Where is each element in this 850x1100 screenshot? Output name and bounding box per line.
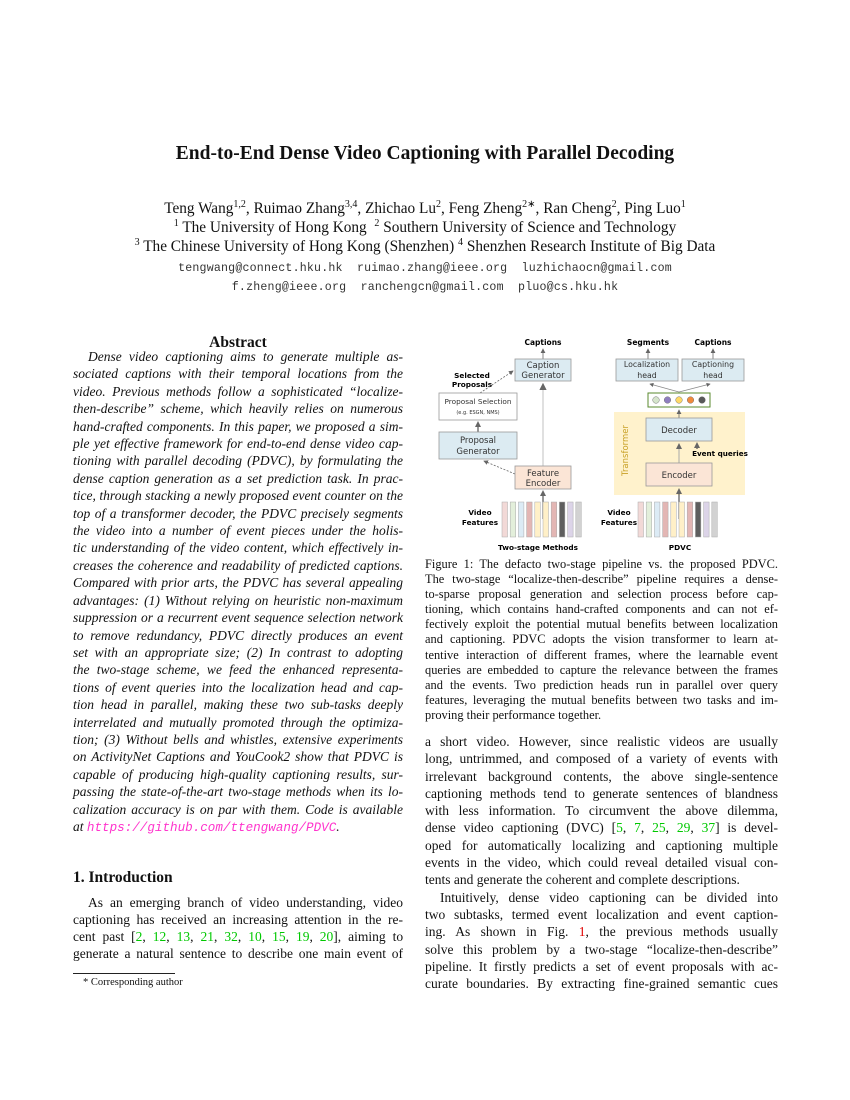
text-line: creases the coherence and readability of predicted captions. [73, 557, 403, 573]
text-line: captioning methods tend to generate sentences of blandness [425, 785, 778, 801]
text-line: Dense video captioning aims to generate multiple as- [88, 349, 403, 364]
text-line: hand-crafted components. In this paper, we proposed a sim- [73, 418, 403, 434]
affiliations-line-2: $^3$ The Chinese University of Hong Kong (Shenzhen) $^4$ Shenzhen Research Institute of Big Data [134, 236, 716, 255]
text-line: Intuitively, dense video captioning can be divided into [440, 890, 778, 905]
video-feature-bar [535, 502, 541, 537]
video-feature-bar [704, 502, 710, 537]
citation-link[interactable]: 19 [295, 929, 310, 944]
author: Feng Zheng$^{2∗}$ [448, 198, 536, 217]
citation-link[interactable]: 32 [224, 929, 238, 944]
text-line: sociated captions with their temporal locations from the [73, 366, 403, 382]
emails-line-1: tengwang@connect.hku.hk ruimao.zhang@ieee.org luzhichaocn@gmail.com [178, 262, 672, 275]
text-line: tic understanding of the video content, which effectively in- [73, 540, 403, 556]
text-line: with less information. To circumvent the above dilemma, [425, 803, 778, 818]
text-line: tion head in parallel, making these two sub-tasks deeply [73, 697, 403, 713]
video-feature-bar [568, 502, 574, 537]
text-line: curate boundaries. By extracting fine-grained semantic cues [425, 976, 778, 992]
svg-text:Proposal: Proposal [459, 436, 497, 446]
text-line: tioning, which contains hand-crafted components and can not ef- [425, 602, 778, 617]
text-segment: , [166, 929, 177, 944]
left-video-feature-bars [502, 502, 581, 537]
text-line: on ActivityNet Captions and YouCook2 show that PDVC is [73, 749, 403, 765]
text-line: to-sparse proposal generation and selection process before cap- [425, 587, 778, 602]
video-feature-bar [510, 502, 516, 537]
svg-text:Proposal Selection: Proposal Selection [444, 397, 512, 406]
text-line: then-describe” scheme, which heavily relies on numerous [73, 401, 403, 417]
video-feature-bar [712, 502, 718, 537]
citation-link[interactable]: 5 [616, 820, 623, 836]
figure-1-diagram [430, 330, 760, 555]
text-line: generate a natural sentence to describe one main event of [73, 946, 403, 961]
text-segment: , [690, 820, 702, 836]
text-segment: , [622, 820, 635, 836]
text-segment: , [237, 929, 249, 944]
citation-link[interactable]: 37 [701, 820, 716, 836]
introduction-text [73, 894, 403, 962]
text-segment: , the previous methods usually [585, 924, 778, 940]
text-line: dense caption generation as a set prediction task. In prac- [73, 470, 403, 486]
video-feature-bar [638, 502, 644, 537]
text-line: tion; (3) Without bells and whistles, extensive experiments [73, 731, 403, 747]
text-line: tentive interaction of different frames, where the learnable event [425, 647, 778, 662]
text-segment: ] is devel- [715, 820, 779, 836]
figure-ref-link[interactable]: 1 [578, 924, 586, 940]
transformer-label: Transformer [621, 424, 631, 476]
svg-text:Generator: Generator [456, 447, 500, 457]
abstract-text [73, 348, 403, 837]
svg-text:Features: Features [461, 518, 499, 527]
text-line: passing the state-of-the-art two-stage methods when its lo- [73, 784, 403, 800]
svg-text:Caption: Caption [526, 361, 560, 371]
text-segment: , [214, 929, 225, 944]
event-query-dot [687, 397, 694, 404]
event-query-dot [676, 397, 683, 404]
text-line: features, leveraging the mutual benefits between two tasks and im- [425, 692, 778, 707]
svg-text:Encoder: Encoder [525, 479, 561, 489]
pdvc-label: PDVC [668, 543, 692, 552]
citation-link[interactable]: 7 [634, 820, 641, 836]
text-line: capable of producing high-quality captioning results, sur- [73, 766, 403, 782]
segments-label: Segments [626, 338, 670, 347]
author-list: Teng Wang$^{1,2}$, Ruimao Zhang$^{3,4}$, Zhichao Lu$^2$, Feng Zheng$^{2∗}$, Ran Cheng$^2$, Ping Luo$^1$ [164, 198, 686, 217]
citation-link[interactable]: 2 [135, 929, 143, 944]
footnote-rule [73, 973, 175, 974]
text-line: calization accuracy is on par with them. Code is available [73, 801, 403, 817]
event-query-dot [699, 397, 706, 404]
introduction-paragraph-2 [425, 889, 778, 992]
video-feature-bar [654, 502, 660, 537]
text-line: tice, through stacking a newly proposed event counter on the [73, 488, 403, 504]
text-segment: ing. As shown in Fig. [425, 924, 579, 940]
citation-link[interactable]: 15 [272, 929, 286, 944]
abstract-heading: Abstract [209, 334, 267, 351]
emails-line-2: f.zheng@ieee.org ranchengcn@gmail.com pluo@cs.hku.hk [231, 281, 619, 294]
svg-text:Localization: Localization [623, 360, 671, 369]
citation-link[interactable]: 21 [200, 929, 214, 944]
text-line: irrelevant background contents, the above single-sentence [425, 768, 778, 784]
text-line: The two-stage “localize-then-describe” pipeline requires a dense- [425, 572, 778, 587]
text-line: tions of event queries into the localization head and cap- [73, 679, 403, 695]
text-line: Compared with prior arts, the PDVC has several appealing [73, 575, 403, 591]
text-line [425, 819, 778, 836]
text-line: solve this problem by a two-stage “localize-then-describe” [425, 941, 778, 957]
text-segment: , [665, 820, 677, 836]
svg-text:head: head [703, 371, 723, 380]
text-segment: , [261, 929, 273, 944]
text-line: to remove redundancy, PDVC directly produces an event [73, 627, 403, 643]
citation-link[interactable]: 25 [652, 820, 666, 836]
text-segment: ], aiming to [333, 929, 404, 944]
citation-link[interactable]: 20 [319, 929, 334, 944]
right-video-features-label: Video [607, 508, 631, 517]
citation-link[interactable]: 12 [152, 929, 167, 944]
author: Ping Luo$^1$ [624, 198, 686, 217]
code-link[interactable]: https://github.com/ttengwang/PDVC [86, 820, 337, 835]
author: Teng Wang$^{1,2}$ [164, 198, 246, 217]
selected-proposals-label: Selected [454, 371, 490, 380]
text-line: the video into a number of event pieces under the holis- [73, 523, 403, 539]
text-line: As an emerging branch of video understanding, video [88, 895, 403, 910]
video-feature-bar [663, 502, 669, 537]
svg-text:Captioning: Captioning [691, 360, 735, 369]
right-captions-label: Captions [694, 338, 732, 347]
text-line: captioning has received an increasing attention in the re- [73, 912, 403, 927]
event-query-dot [664, 397, 671, 404]
text-segment: , [640, 820, 653, 836]
text-segment: , [190, 929, 201, 944]
video-feature-bar [502, 502, 508, 537]
svg-text:Feature: Feature [526, 469, 560, 479]
text-line: top of a transformer decoder, the PDVC precisely segments [73, 505, 403, 521]
video-feature-bar [551, 502, 557, 537]
author: Ran Cheng$^2$ [543, 198, 617, 217]
text-line: proving their performance together. [425, 707, 602, 722]
text-line [425, 923, 778, 940]
citation-link[interactable]: 29 [676, 820, 691, 836]
affiliations-line-1: $^1$ The University of Hong Kong $^2$ Southern University of Science and Technology [173, 217, 677, 236]
text-line [73, 928, 403, 945]
text-line: Figure 1: The defacto two-stage pipeline vs. the proposed PDVC. [425, 557, 778, 571]
text-line: fectively exploit the potential mutual benefits between localization [425, 617, 778, 632]
text-line: long, untrimmed, and composed of a variety of events with [425, 751, 778, 767]
section-heading-introduction: 1. Introduction [73, 869, 173, 886]
text-line: queries are embedded to capture the relevance between the frames [425, 662, 778, 677]
citation-link[interactable]: 10 [248, 929, 262, 944]
text-line: events in the video, which could reveal detailed visual con- [425, 854, 778, 870]
text-line: tioning with parallel decoding (PDVC), by formulating the [73, 453, 403, 469]
video-feature-bar [543, 502, 549, 537]
video-feature-bar [646, 502, 652, 537]
text-line: ple yet effective framework for end-to-end dense video cap- [73, 436, 403, 452]
text-line [73, 818, 403, 837]
event-queries-label: Event queries [692, 449, 748, 458]
svg-text:Features: Features [600, 518, 638, 527]
text-segment: , [285, 929, 296, 944]
text-line: the two-stage scheme, we feed the enhanced representa- [73, 662, 403, 678]
citation-link[interactable]: 13 [176, 929, 191, 944]
left-video-features-label: Video [468, 508, 492, 517]
svg-text:Encoder: Encoder [661, 471, 697, 481]
text-line: video. Previous methods follow a sophisticated “localize- [73, 383, 403, 399]
text-line: oped for automatically localizing and captioning multiple [425, 837, 778, 853]
video-feature-bar [559, 502, 565, 537]
svg-text:Proposals: Proposals [451, 380, 493, 389]
svg-text:(e.g. ESGN, NMS): (e.g. ESGN, NMS) [456, 410, 500, 416]
text-line: and captioning. PDVC adopts the vision transformer to learn at- [425, 632, 778, 647]
introduction-text-continued [425, 733, 778, 888]
text-segment: . [336, 818, 340, 834]
text-segment: dense video captioning (DVC) [ [425, 820, 617, 836]
text-segment: at [73, 818, 87, 834]
text-line: set with an appropriate size; (2) In contrast to adopting [73, 644, 403, 660]
text-line: pipeline. It firstly predicts a set of event proposals with ac- [425, 958, 778, 974]
author: Zhichao Lu$^2$ [365, 198, 441, 217]
right-video-feature-bars [638, 502, 717, 537]
svg-text:Decoder: Decoder [661, 426, 697, 436]
text-segment: , [142, 929, 153, 944]
text-line: advantages: (1) Without relying on heuristic non-maximum [73, 592, 403, 608]
text-segment: cent past [ [73, 929, 136, 944]
video-feature-bar [671, 502, 677, 537]
svg-text:head: head [637, 371, 657, 380]
text-line: suppression or a recurrent event sequence selection network [73, 610, 403, 626]
figure-1-caption [425, 557, 778, 723]
text-line: tents and generate the coherent and complete descriptions. [425, 872, 740, 887]
video-feature-bar [687, 502, 693, 537]
left-captions-label: Captions [524, 338, 562, 347]
video-feature-bar [527, 502, 533, 537]
text-line: and the events. Two prediction heads run in parallel over query [425, 677, 778, 692]
paper-title: End-to-End Dense Video Captioning with Parallel Decoding [175, 143, 675, 164]
svg-text:Generator: Generator [521, 371, 565, 381]
two-stage-methods-label: Two-stage Methods [498, 543, 578, 552]
video-feature-bar [695, 502, 701, 537]
author: Ruimao Zhang$^{3,4}$ [253, 198, 358, 217]
video-feature-bar [518, 502, 524, 537]
text-line: two subtasks, termed event localization and event caption- [425, 907, 778, 923]
text-segment: , [309, 929, 320, 944]
video-feature-bar [679, 502, 685, 537]
video-feature-bar [576, 502, 582, 537]
event-query-dot [653, 397, 660, 404]
text-line: a short video. However, since realistic videos are usually [425, 734, 778, 749]
text-line: interrelated and mutually promoted through the optimiza- [73, 714, 403, 730]
footnote: * Corresponding author [83, 977, 183, 988]
